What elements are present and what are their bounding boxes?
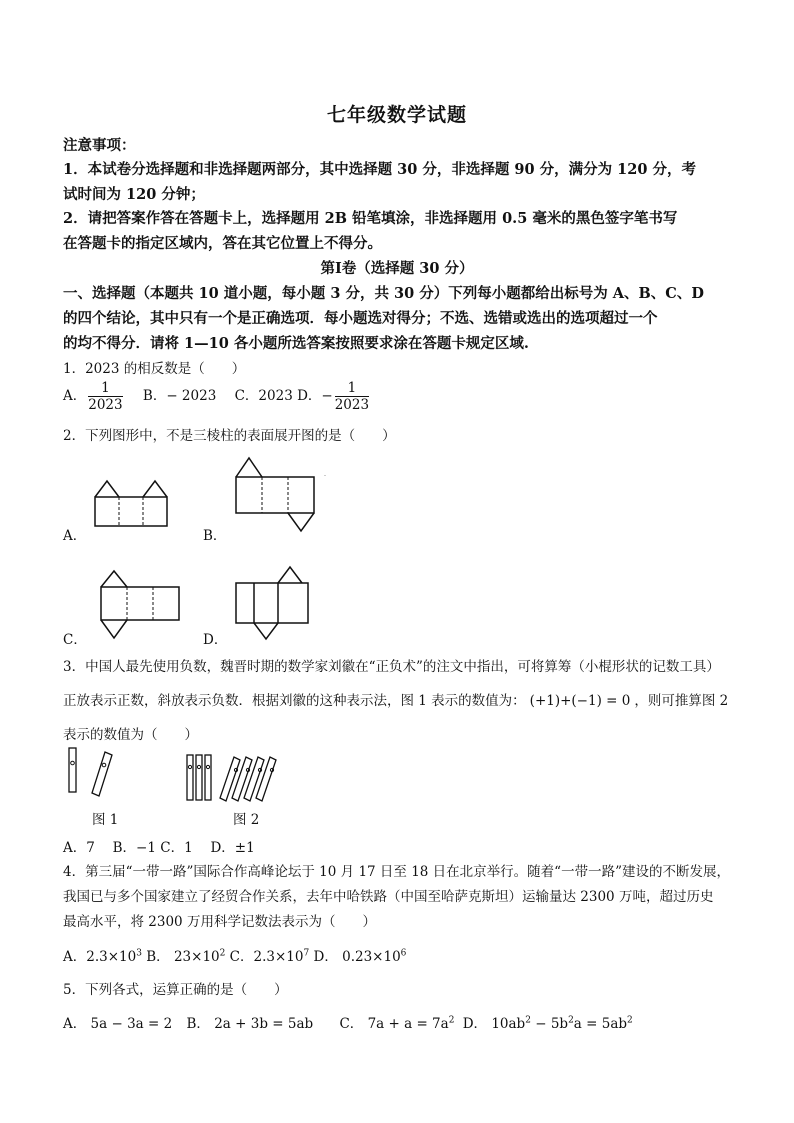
q1-stem: 1．2023 的相反数是（ ）	[63, 361, 246, 377]
q3-figure-2	[184, 752, 294, 804]
q1-option-d-fraction	[335, 380, 369, 413]
q3-options: A．7 B．−1 C．1 D．±1	[63, 840, 255, 856]
q2-figure-b	[233, 455, 333, 535]
q3-figure-2-caption: 图 2	[233, 812, 260, 828]
q5-option-c-exponent: 2	[448, 1015, 455, 1026]
q1-d-numerator: 1	[335, 380, 369, 397]
q2-option-c-label: C．	[63, 632, 87, 648]
q3-line-1: 3．中国人最先使用负数，魏晋时期的数学家刘徽在“正负术”的注文中指出，可将算筹（小棍形状的记数工具）	[63, 659, 720, 675]
q5-option-d-part-2: − 5b	[530, 1016, 569, 1032]
q1-a-numerator: 1	[88, 380, 122, 397]
q4-option-d: D． 0.23×10	[313, 949, 401, 965]
q4-option-d-exponent: 6	[400, 948, 407, 959]
q5-option-a: A． 5a − 3a = 2	[63, 1016, 173, 1032]
q2-figure-c	[98, 565, 188, 645]
q4-option-b: B． 23×10	[146, 949, 220, 965]
q4-options	[63, 945, 406, 965]
q1-option-c: C．2023 D．	[234, 388, 322, 404]
q3-line-3: 表示的数值为（ ）	[63, 727, 198, 743]
q1-option-a-fraction	[88, 380, 122, 413]
q4-option-a: A．2.3×10	[63, 949, 137, 965]
q4-line-3: 最高水平，将 2300 万用科学记数法表示为（ ）	[63, 914, 376, 930]
note-item-2-line-1: 2．请把答案作答在答题卡上，选择题用 2B 铅笔填涂，非选择题用 0.5 毫米的黑色签字笔书写	[63, 210, 678, 227]
q3-line-2-end: ，则可推算图 2	[634, 693, 729, 709]
q5-option-b: B． 2a + 3b = 5ab	[186, 1016, 314, 1032]
q3-figure-1-caption: 图 1	[92, 812, 119, 828]
q5-option-d-exponent-3: 2	[627, 1015, 633, 1026]
note-item-1-line-2: 试时间为 120 分钟；	[63, 186, 205, 203]
note-item-1-line-1: 1．本试卷分选择题和非选择题两部分，其中选择题 30 分，非选择题 90 分，满分为 120 分，考	[63, 161, 696, 178]
section1-line-2: 的四个结论，其中只有一个是正确选项．每小题选对得分；不选、选错或选出的选项超过一个	[63, 310, 658, 327]
page-title: 七年级数学试题	[326, 104, 467, 126]
part1-title: 第Ⅰ卷（选择题 30 分）	[320, 260, 474, 277]
q2-option-b-label: B．	[203, 528, 227, 544]
note-item-2-line-2: 在答题卡的指定区域内，答在其它位置上不得分。	[63, 235, 382, 252]
q2-option-d-label: D．	[203, 632, 228, 648]
q2-figure-a	[92, 478, 172, 528]
q2-figure-d	[233, 565, 323, 645]
q3-expression: (+1)+(−1) = 0	[529, 693, 631, 709]
q2-option-a-label: A．	[63, 528, 87, 544]
q4-option-b-exponent: 2	[219, 948, 226, 959]
q5-option-d-exponent-1: 2	[525, 1015, 531, 1026]
q3-line-2-text: 正放表示正数，斜放表示负数．根据刘徽的这种表示法，图 1 表示的数值为：	[63, 693, 526, 709]
q1-option-b: B．− 2023	[142, 388, 217, 404]
q5-option-d-exponent-2: 2	[568, 1015, 574, 1026]
q5-stem: 5．下列各式，运算正确的是（ ）	[63, 982, 288, 998]
section1-line-1: 一、选择题（本题共 10 道小题，每小题 3 分，共 30 分）下列每小题都给出标号为 A、B、C、D	[63, 285, 704, 302]
q5-option-c: C． 7a + a = 7a	[339, 1016, 449, 1032]
q4-line-1: 4．第三届“一带一路”国际合作高峰论坛于 10 月 17 日至 18 日在北京举行。随着“一带一路”建设的不断发展，	[63, 864, 730, 880]
q4-line-2: 我国已与多个国家建立了经贸合作关系，去年中哈铁路（中国至哈萨克斯坦）运输量达 2300 万吨，超过历史	[63, 889, 714, 905]
q5-option-d-part-1: D． 10ab	[462, 1016, 526, 1032]
q4-option-c: C．2.3×10	[229, 949, 304, 965]
q1-d-denominator: 2023	[334, 397, 370, 413]
q5-option-d-part-3: a = 5ab	[573, 1016, 628, 1032]
q1-option-a-label: A．	[63, 388, 87, 404]
q4-option-c-exponent: 7	[303, 948, 310, 959]
q5-options	[63, 1012, 633, 1032]
q1-a-denominator: 2023	[88, 397, 123, 413]
q2-stem: 2．下列图形中，不是三棱柱的表面展开图的是（ ）	[63, 428, 396, 444]
q1-option-d-sign: −	[321, 388, 333, 404]
q1-options	[63, 380, 371, 413]
q3-figure-1	[66, 745, 116, 800]
q4-option-a-exponent: 3	[136, 948, 142, 959]
q3-line-2	[63, 689, 728, 709]
section1-line-3: 的均不得分．请将 1—10 各小题所选答案按照要求涂在答题卡规定区域.	[63, 335, 529, 352]
notes-heading: 注意事项：	[63, 137, 136, 154]
